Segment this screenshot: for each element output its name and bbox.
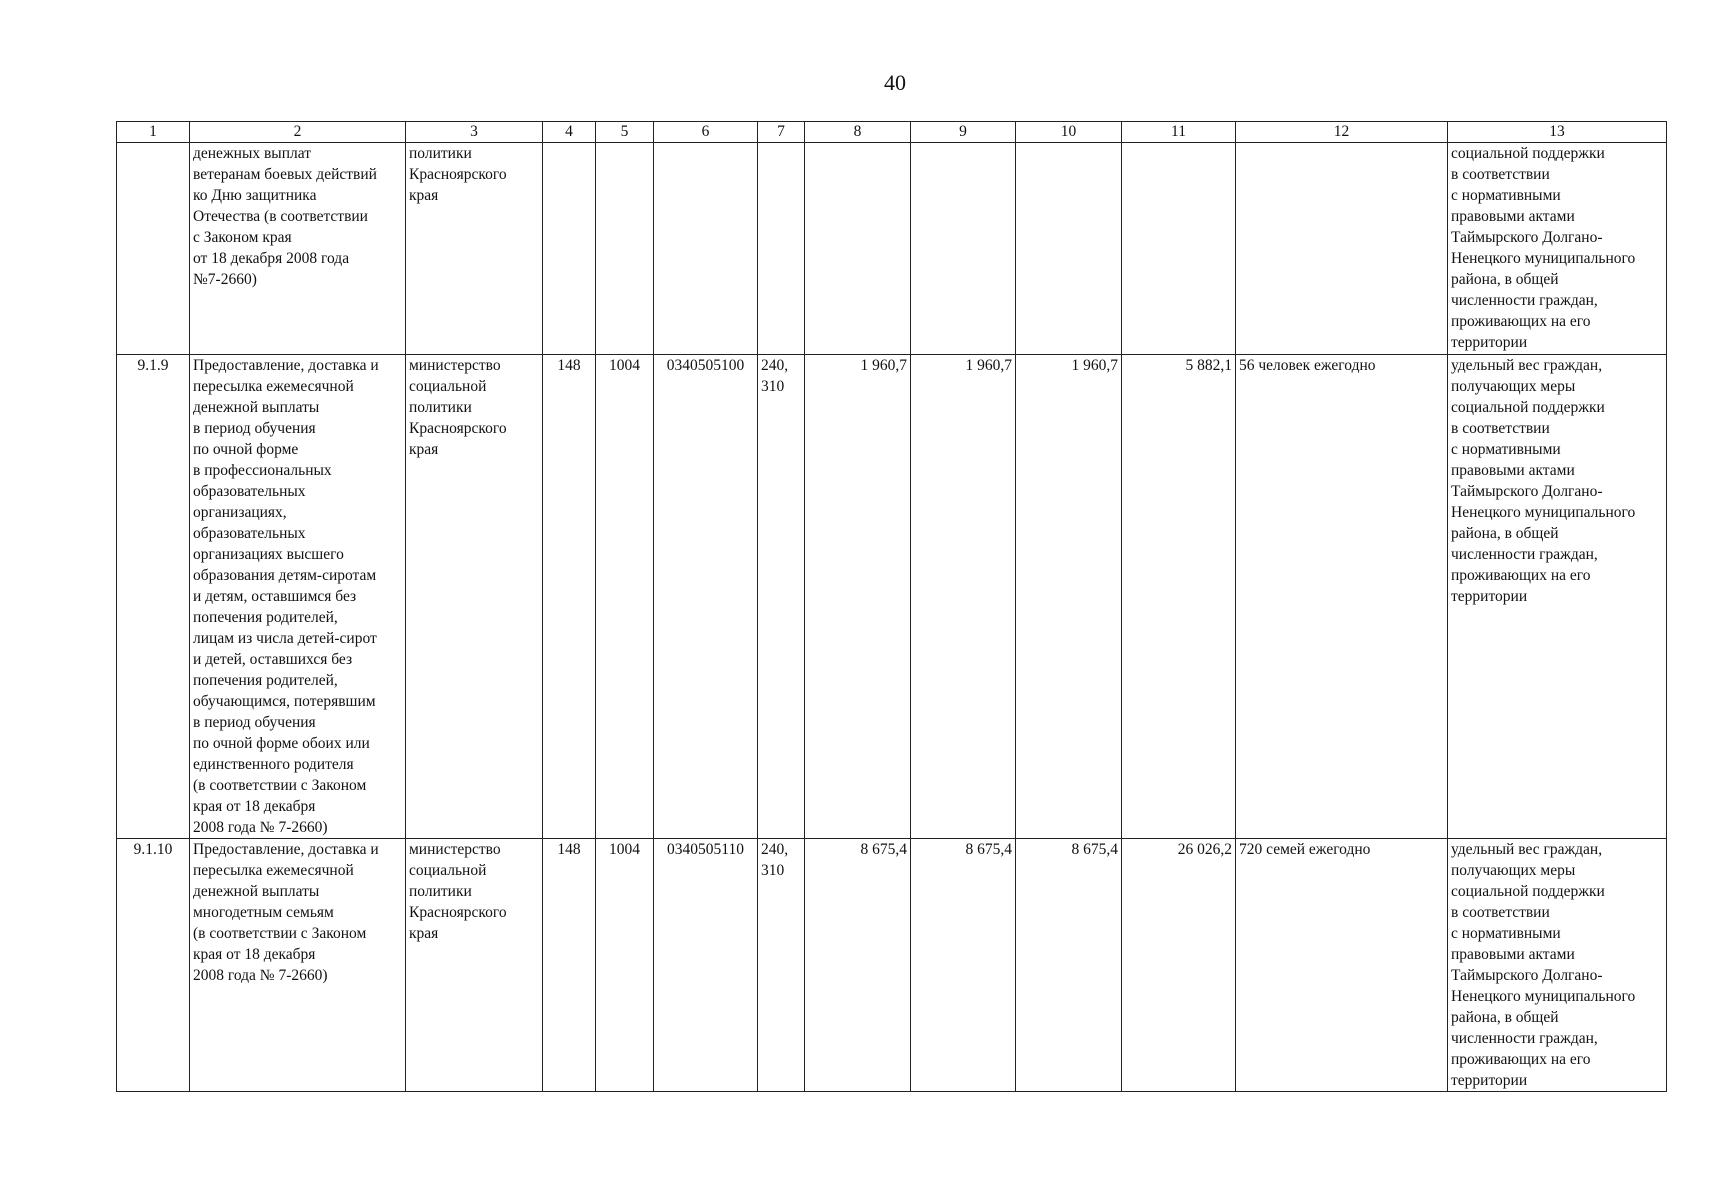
header-row: [117, 122, 1667, 143]
column-header-3: 3: [406, 122, 543, 143]
column-header-8: 8: [805, 122, 911, 143]
amount-year-3: [1016, 143, 1122, 355]
column-header-11: 11: [1122, 122, 1236, 143]
column-header-7: 7: [758, 122, 805, 143]
executor: министерство социальной политики Красноярского края: [406, 355, 543, 839]
expense-type-code: [758, 143, 805, 355]
expected-result: 720 семей ежегодно: [1236, 839, 1448, 1092]
amount-total: 5 882,1: [1122, 355, 1236, 839]
indicator: социальной поддержки в соответствии с нормативными правовыми актами Таймырского Долгано- Ненецкого муниципального района, в общей численности граждан, проживающих на его территории: [1448, 143, 1667, 355]
row-number: 9.1.9: [117, 355, 190, 839]
grbs-code: 148: [543, 355, 596, 839]
amount-year-2: [911, 143, 1016, 355]
activity-name: Предоставление, доставка и пересылка ежемесячной денежной выплаты в период обучения по очной форме в профессиональных образовательных организациях, образовательных организациях высшего образования детям-сиротам и детям, оставшимся без попечения родителей, лицам из числа детей-сирот и детей, оставшихся без попечения родителей, обучающимся, потерявшим в период обучения по очной форме обоих или единственного родителя (в соответствии с Законом края от 18 декабря 2008 года № 7-2660): [190, 355, 406, 839]
amount-total: 26 026,2: [1122, 839, 1236, 1092]
amount-year-1: 8 675,4: [805, 839, 911, 1092]
section-code: [596, 143, 654, 355]
executor: политики Красноярского края: [406, 143, 543, 355]
page-number: 40: [884, 70, 906, 95]
executor: министерство социальной политики Красноярского края: [406, 839, 543, 1092]
column-header-5: 5: [596, 122, 654, 143]
grbs-code: [543, 143, 596, 355]
amount-year-3: 8 675,4: [1016, 839, 1122, 1092]
column-header-10: 10: [1016, 122, 1122, 143]
column-header-1: 1: [117, 122, 190, 143]
section-code: 1004: [596, 355, 654, 839]
amount-year-2: 1 960,7: [911, 355, 1016, 839]
amount-year-2: 8 675,4: [911, 839, 1016, 1092]
program-activities-table: [116, 121, 1667, 1092]
table-row: [117, 355, 1667, 839]
table-row: [117, 839, 1667, 1092]
column-header-12: 12: [1236, 122, 1448, 143]
row-number: 9.1.10: [117, 839, 190, 1092]
amount-year-1: 1 960,7: [805, 355, 911, 839]
expected-result: 56 человек ежегодно: [1236, 355, 1448, 839]
target-article-code: [654, 143, 758, 355]
column-header-4: 4: [543, 122, 596, 143]
column-header-2: 2: [190, 122, 406, 143]
amount-year-1: [805, 143, 911, 355]
amount-year-3: 1 960,7: [1016, 355, 1122, 839]
expected-result: [1236, 143, 1448, 355]
table-row: [117, 143, 1667, 355]
indicator: удельный вес граждан, получающих меры социальной поддержки в соответствии с нормативными правовыми актами Таймырского Долгано- Ненецкого муниципального района, в общей численности граждан, проживающих на его территории: [1448, 839, 1667, 1092]
column-header-9: 9: [911, 122, 1016, 143]
column-header-6: 6: [654, 122, 758, 143]
target-article-code: 0340505100: [654, 355, 758, 839]
grbs-code: 148: [543, 839, 596, 1092]
target-article-code: 0340505110: [654, 839, 758, 1092]
section-code: 1004: [596, 839, 654, 1092]
indicator: удельный вес граждан, получающих меры социальной поддержки в соответствии с нормативными правовыми актами Таймырского Долгано- Ненецкого муниципального района, в общей численности граждан, проживающих на его территории: [1448, 355, 1667, 839]
row-number: [117, 143, 190, 355]
expense-type-code: 240, 310: [758, 355, 805, 839]
activity-name: денежных выплат ветеранам боевых действий ко Дню защитника Отечества (в соответствии с Законом края от 18 декабря 2008 года №7-2660): [190, 143, 406, 355]
expense-type-code: 240, 310: [758, 839, 805, 1092]
amount-total: [1122, 143, 1236, 355]
column-header-13: 13: [1448, 122, 1667, 143]
activity-name: Предоставление, доставка и пересылка ежемесячной денежной выплаты многодетным семьям (в соответствии с Законом края от 18 декабря 2008 года № 7-2660): [190, 839, 406, 1092]
